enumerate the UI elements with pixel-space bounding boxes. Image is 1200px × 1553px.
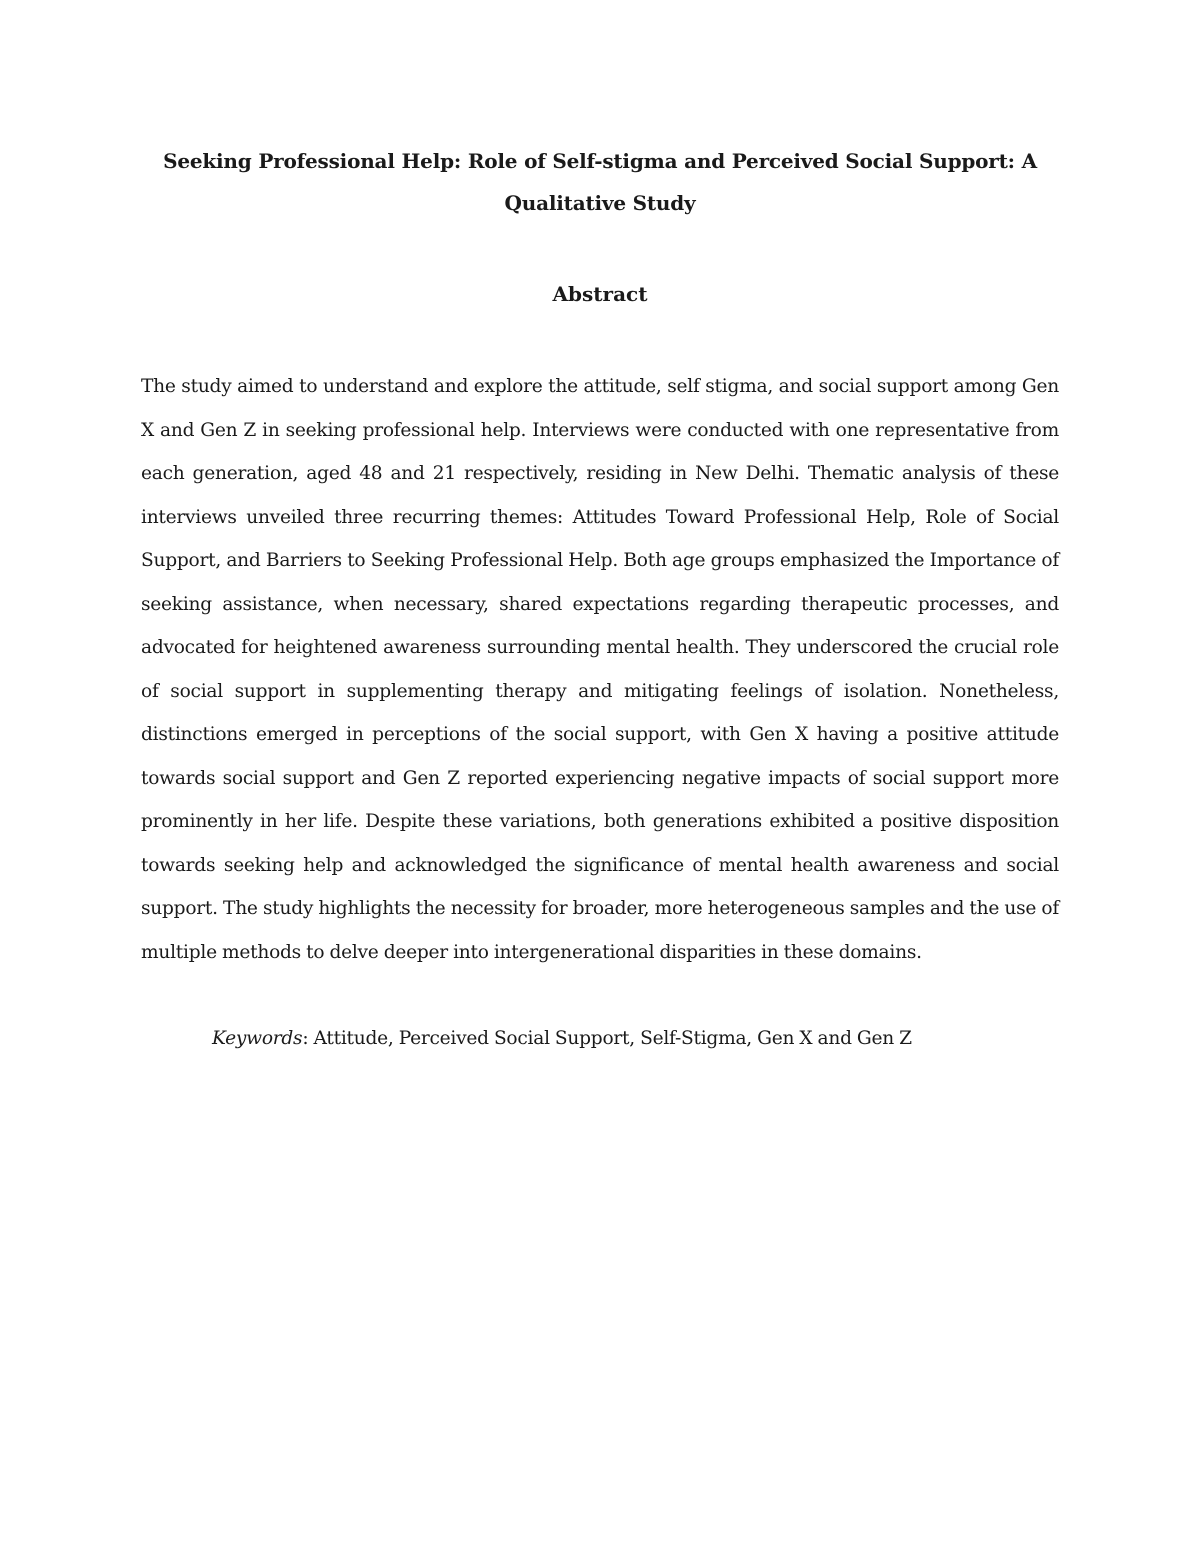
keywords-label: Keywords [212, 1028, 303, 1049]
abstract-heading: Abstract [552, 282, 648, 306]
keywords-line [212, 1017, 1062, 1061]
keywords-separator: : [302, 1028, 314, 1049]
keywords-text: Attitude, Perceived Social Support, Self-Stigma, Gen X and Gen Z [313, 1028, 912, 1049]
abstract-body: The study aimed to understand and explore the attitude, self stigma, and social support among Gen X and Gen Z in seeking professional help. Interviews were conducted with one representative from each generation, aged 48 and 21 respectively, residing in New Delhi. Thematic analysis of these interviews unveiled three recurring themes: Attitudes Toward Professional Help, Role of Social Support, and Barriers to Seeking Professional Help. Both age groups emphasized the Importance of seeking assistance, when necessary, shared expectations regarding therapeutic processes, and advocated for heightened awareness surrounding mental health. They underscored the crucial role of social support in supplementing therapy and mitigating feelings of isolation. Nonetheless, distinctions emerged in perceptions of the social support, with Gen X having a positive attitude towards social support and Gen Z reported experiencing negative impacts of social support more prominently in her life. Despite these variations, both generations exhibited a positive disposition towards seeking help and acknowledged the significance of mental health awareness and social support. The study highlights the necessity for broader, more heterogeneous samples and the use of multiple methods to delve deeper into intergenerational disparities in these domains. [141, 376, 1059, 963]
paper-title: Seeking Professional Help: Role of Self-stigma and Perceived Social Support: A Qualitative Study [163, 149, 1037, 215]
